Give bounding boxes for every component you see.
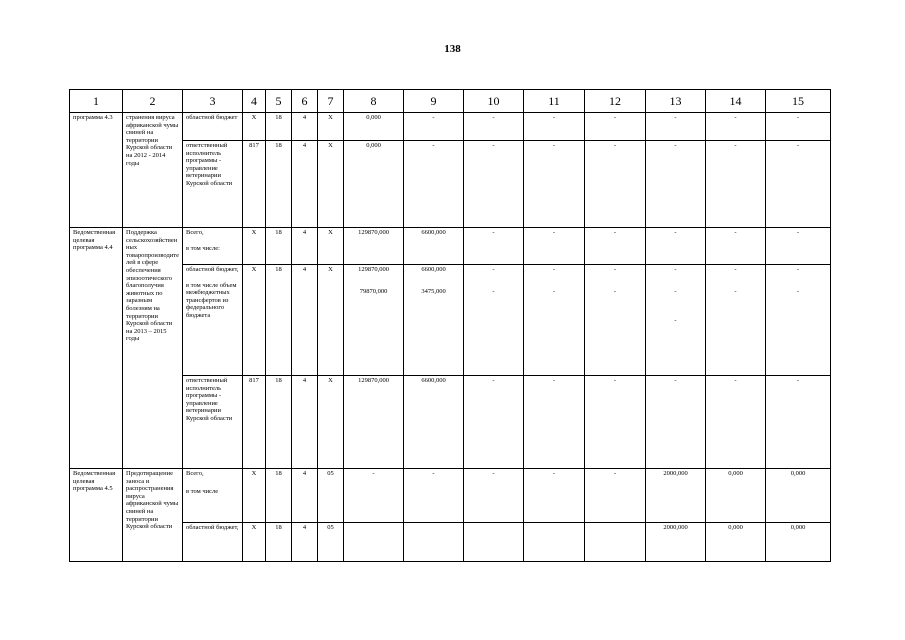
- dash: -: [674, 317, 677, 325]
- dash: -: [734, 287, 737, 295]
- table-cell: [585, 265, 646, 376]
- table-cell: 129870,000: [344, 376, 404, 469]
- table-cell: -: [585, 113, 646, 141]
- column-header: 2: [123, 90, 183, 113]
- table-cell: -: [706, 113, 766, 141]
- table-cell: X: [318, 113, 344, 141]
- table-cell: -: [585, 141, 646, 228]
- table-cell: [585, 523, 646, 562]
- funding-source: ответственный исполнитель программы - управление ветеринарии Курской области: [183, 376, 243, 469]
- column-header: 6: [292, 90, 318, 113]
- table-cell: X: [318, 265, 344, 376]
- table-cell: [646, 265, 706, 376]
- table-cell: -: [464, 141, 524, 228]
- column-header: 1: [70, 90, 123, 113]
- table-cell: 05: [318, 523, 344, 562]
- funding-source: областной бюджет: [183, 113, 243, 141]
- table-cell: -: [766, 141, 831, 228]
- table-cell: 0,000: [344, 113, 404, 141]
- table-cell: X: [243, 523, 266, 562]
- amount-federal: 3475,000: [421, 287, 446, 295]
- dash: -: [674, 266, 677, 273]
- table-cell: -: [646, 113, 706, 141]
- table-cell: -: [404, 113, 464, 141]
- dash: -: [492, 266, 495, 273]
- table-cell: -: [524, 228, 585, 265]
- table-cell: 05: [318, 469, 344, 523]
- column-header: 12: [585, 90, 646, 113]
- table-cell: [344, 523, 404, 562]
- dash: -: [613, 266, 617, 273]
- table-row: [70, 376, 831, 469]
- table-cell: -: [766, 376, 831, 469]
- table-cell: -: [585, 376, 646, 469]
- table-cell: [404, 265, 464, 376]
- funding-including-label: в том числе:: [186, 244, 220, 252]
- table-row: [70, 228, 831, 265]
- funding-regional-label: областной бюджет,: [186, 266, 239, 273]
- table-cell: 0,000: [766, 523, 831, 562]
- table-cell: -: [524, 113, 585, 141]
- table-cell: 4: [292, 469, 318, 523]
- table-cell: X: [318, 141, 344, 228]
- table-cell: -: [524, 376, 585, 469]
- table-cell: 18: [266, 523, 292, 562]
- table-cell: 18: [266, 113, 292, 141]
- column-header: 5: [266, 90, 292, 113]
- dash: -: [674, 287, 677, 295]
- table-cell: 18: [266, 141, 292, 228]
- table-cell: [524, 265, 585, 376]
- table-cell: 18: [266, 469, 292, 523]
- table-cell: [766, 265, 831, 376]
- table-cell: -: [585, 469, 646, 523]
- column-header: 14: [706, 90, 766, 113]
- amount-federal: 79870,000: [359, 287, 388, 295]
- column-header: 9: [404, 90, 464, 113]
- column-header: 10: [464, 90, 524, 113]
- funding-source: [183, 265, 243, 376]
- amount-regional: 129870,000: [358, 266, 389, 273]
- table-cell: -: [404, 469, 464, 523]
- table-cell: 4: [292, 265, 318, 376]
- column-header: 4: [243, 90, 266, 113]
- dash: -: [552, 287, 556, 295]
- column-header: 3: [183, 90, 243, 113]
- table-cell: X: [243, 265, 266, 376]
- table-cell: X: [318, 376, 344, 469]
- table-cell: [706, 265, 766, 376]
- program-name: Ведомственная целевая программа 4.5: [70, 469, 123, 562]
- table-cell: X: [243, 113, 266, 141]
- table-cell: -: [706, 141, 766, 228]
- column-header: 15: [766, 90, 831, 113]
- column-header: 11: [524, 90, 585, 113]
- funding-source: [183, 469, 243, 523]
- budget-table: [69, 89, 831, 562]
- table-cell: -: [524, 469, 585, 523]
- funding-including-label: в том числе: [186, 487, 219, 495]
- table-cell: 4: [292, 228, 318, 265]
- table-cell: -: [766, 228, 831, 265]
- program-name: Ведомственная целевая программа 4.4: [70, 228, 123, 469]
- table-cell: -: [464, 469, 524, 523]
- table-cell: 4: [292, 141, 318, 228]
- table-cell: 18: [266, 265, 292, 376]
- table-cell: 0,000: [706, 523, 766, 562]
- table-cell: -: [585, 228, 646, 265]
- table-cell: -: [646, 228, 706, 265]
- table-cell: 0,000: [706, 469, 766, 523]
- table-row: [70, 113, 831, 141]
- table-cell: 817: [243, 376, 266, 469]
- table-cell: 817: [243, 141, 266, 228]
- table-row: [70, 265, 831, 376]
- table-cell: -: [706, 376, 766, 469]
- table-cell: -: [646, 376, 706, 469]
- table-cell: -: [464, 228, 524, 265]
- program-name: программа 4.3: [70, 113, 123, 228]
- table-cell: 2000,000: [646, 523, 706, 562]
- funding-total-label: Всего,: [186, 229, 204, 236]
- table-cell: -: [464, 376, 524, 469]
- dash: -: [734, 266, 737, 273]
- program-description: странения вируса африканской чумы свиней на территории Курской области на 2012 - 2014 годы: [123, 113, 183, 228]
- table-cell: 6600,000: [404, 228, 464, 265]
- table-cell: -: [524, 141, 585, 228]
- table-cell: -: [706, 228, 766, 265]
- table-cell: [344, 265, 404, 376]
- table-cell: 4: [292, 376, 318, 469]
- table-cell: 2000,000: [646, 469, 706, 523]
- table-cell: X: [318, 228, 344, 265]
- table-cell: 0,000: [766, 469, 831, 523]
- table-header-row: [70, 90, 831, 113]
- funding-total-label: Всего,: [186, 470, 204, 477]
- dash: -: [492, 287, 495, 295]
- dash: -: [796, 266, 800, 273]
- table-cell: 129870,000: [344, 228, 404, 265]
- table-cell: 18: [266, 376, 292, 469]
- column-header: 13: [646, 90, 706, 113]
- dash: -: [552, 266, 556, 273]
- page-number: 138: [444, 43, 461, 55]
- funding-federal-label: в том числе объем межбюджетных трансфертов из федерального бюджета: [186, 281, 237, 319]
- table-cell: [524, 523, 585, 562]
- amount-regional: 6600,000: [421, 266, 446, 273]
- table-cell: 4: [292, 523, 318, 562]
- table-cell: [464, 265, 524, 376]
- dash: -: [613, 287, 617, 295]
- funding-source: ответственный исполнитель программы - управление ветеринарии Курской области: [183, 141, 243, 228]
- table-cell: [464, 523, 524, 562]
- table-cell: -: [646, 141, 706, 228]
- table-cell: -: [404, 141, 464, 228]
- table-cell: 18: [266, 228, 292, 265]
- table-cell: X: [243, 469, 266, 523]
- column-header: 7: [318, 90, 344, 113]
- table-cell: -: [344, 469, 404, 523]
- table-cell: -: [464, 113, 524, 141]
- table-cell: 6600,000: [404, 376, 464, 469]
- table-cell: 4: [292, 113, 318, 141]
- table-cell: 0,000: [344, 141, 404, 228]
- table-row: [70, 523, 831, 562]
- dash: -: [796, 287, 800, 295]
- program-description: Предотвращение заноса и распространения вируса африканской чумы свиней на территории Курской области: [123, 469, 183, 562]
- table-cell: -: [766, 113, 831, 141]
- table-row: [70, 141, 831, 228]
- program-description: Поддержка сельскохозяйственных товаропроизводителей в сфере обеспечения эпизоотического благополучия животных по заразным болезням на территории Курской области на 2013 – 2015 годы: [123, 228, 183, 469]
- funding-source: [183, 228, 243, 265]
- column-header: 8: [344, 90, 404, 113]
- funding-source: областной бюджет,: [183, 523, 243, 562]
- table-cell: [404, 523, 464, 562]
- table-row: [70, 469, 831, 523]
- table-cell: X: [243, 228, 266, 265]
